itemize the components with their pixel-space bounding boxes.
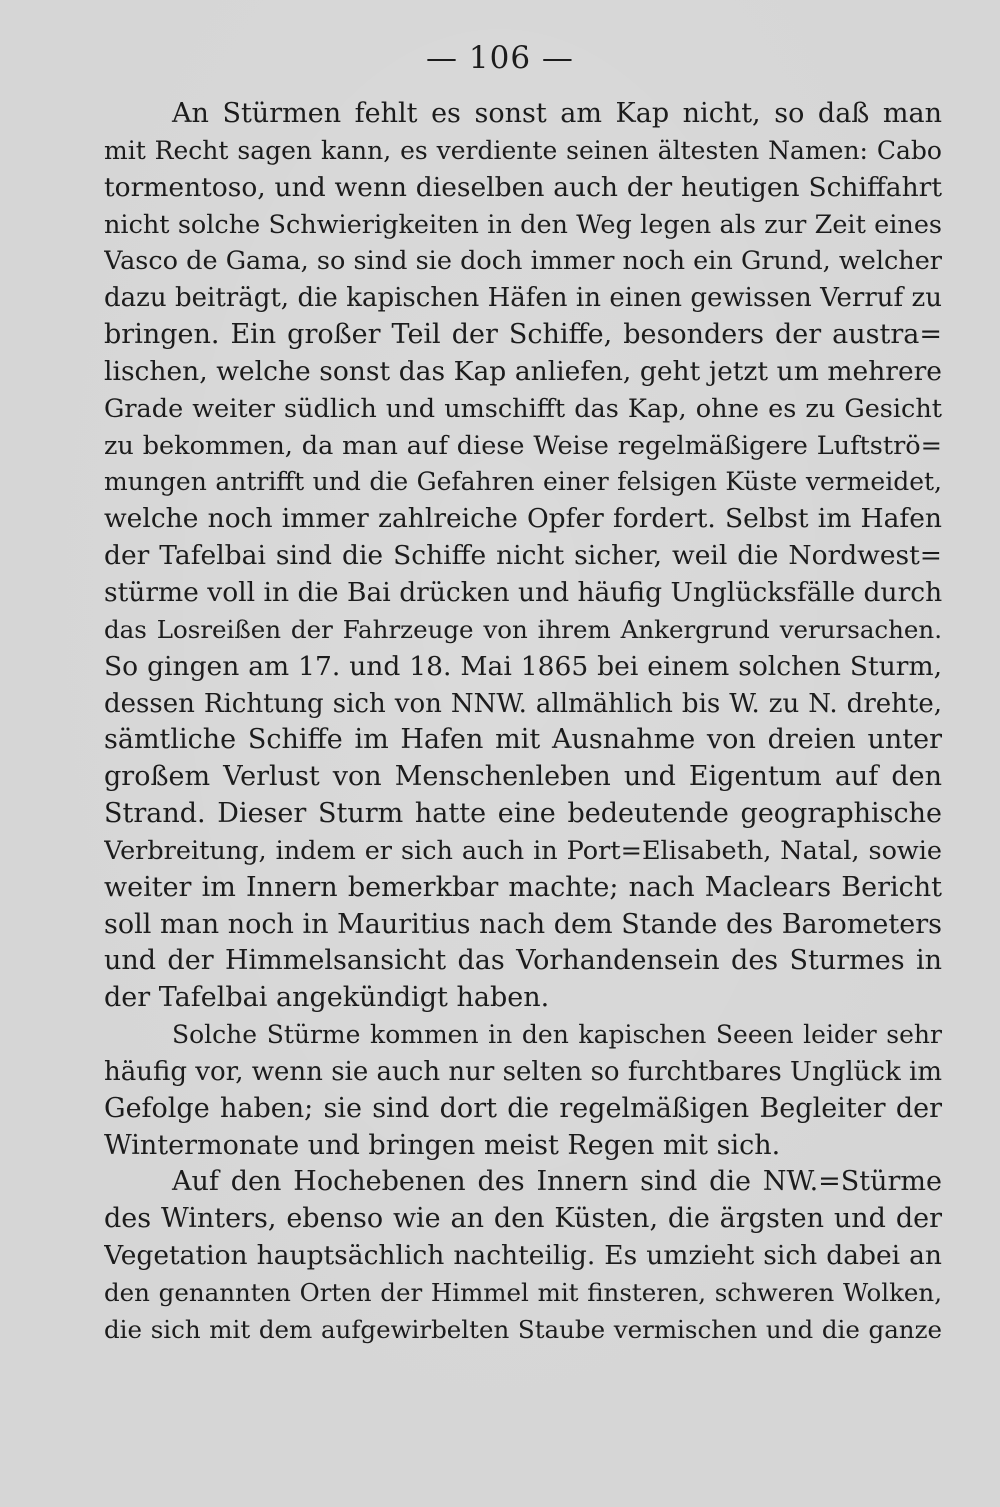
- body-text: [104, 96, 942, 1349]
- text-line: welche noch immer zahlreiche Opfer fordert. Selbst im Hafen: [104, 503, 942, 535]
- text-line: Vasco de Gama, so sind sie doch immer noch ein Grund, welcher: [104, 246, 942, 277]
- text-line: der Tafelbai sind die Schiffe nicht sicher, weil die Nordwest=: [104, 540, 942, 572]
- text-line: der Tafelbai angekündigt haben.: [104, 982, 550, 1014]
- text-line: An Stürmen fehlt es sonst am Kap nicht, so daß man: [172, 98, 942, 129]
- text-line: Verbreitung, indem er sich auch in Port=Elisabeth, Natal, sowie: [104, 835, 942, 866]
- text-line: die sich mit dem aufgewirbelten Staube vermischen und die ganze: [104, 1314, 942, 1344]
- text-line: So gingen am 17. und 18. Mai 1865 bei einem solchen Sturm,: [104, 650, 942, 682]
- text-line: großem Verlust von Menschenleben und Eigentum auf den: [104, 761, 942, 793]
- text-line: Strand. Dieser Sturm hatte eine bedeutende geographische: [104, 798, 942, 830]
- text-line: tormentoso, und wenn dieselben auch der heutigen Schiffahrt: [104, 171, 942, 203]
- text-line: das Losreißen der Fahrzeuge von ihrem Ankergrund verursachen.: [104, 614, 942, 644]
- text-line: mungen antrifft und die Gefahren einer felsigen Küste vermeidet,: [104, 467, 942, 497]
- text-line: Auf den Hochebenen des Innern sind die NW.=Stürme: [172, 1166, 942, 1198]
- text-line: bringen. Ein großer Teil der Schiffe, besonders der austra=: [104, 319, 942, 351]
- text-line: mit Recht sagen kann, es verdiente seinen ältesten Namen: Cabo: [104, 135, 942, 165]
- text-line: dazu beiträgt, die kapischen Häfen in einen gewissen Verruf zu: [104, 283, 942, 314]
- text-line: häufig vor, wenn sie auch nur selten so furchtbares Unglück im: [104, 1056, 942, 1087]
- text-line: dessen Richtung sich von NNW. allmählich bis W. zu N. drehte,: [104, 688, 942, 719]
- text-line: Wintermonate und bringen meist Regen mit sich.: [104, 1129, 781, 1161]
- text-line: und der Himmelsansicht das Vorhandensein des Sturmes in: [104, 945, 942, 977]
- text-line: sämtliche Schiffe im Hafen mit Ausnahme von dreien unter: [104, 724, 942, 756]
- text-line: Solche Stürme kommen in den kapischen Seeen leider sehr: [172, 1020, 942, 1050]
- text-line: Gefolge haben; sie sind dort die regelmäßigen Begleiter der: [104, 1092, 942, 1124]
- text-line: des Winters, ebenso wie an den Küsten, die ärgsten und der: [104, 1203, 942, 1235]
- page-number: — 106 —: [426, 40, 574, 76]
- text-line: soll man noch in Mauritius nach dem Stande des Barometers: [104, 908, 942, 940]
- text-line: den genannten Orten der Himmel mit finsteren, schweren Wolken,: [104, 1278, 942, 1307]
- text-line: lischen, welche sonst das Kap anliefen, geht jetzt um mehrere: [104, 355, 942, 387]
- text-line: weiter im Innern bemerkbar machte; nach Maclears Bericht: [104, 871, 942, 903]
- text-line: Grade weiter südlich und umschifft das Kap, ohne es zu Gesicht: [104, 393, 942, 424]
- text-line: zu bekommen, da man auf diese Weise regelmäßigere Luftströ=: [104, 430, 942, 461]
- text-line: Vegetation hauptsächlich nachteilig. Es umzieht sich dabei an: [104, 1240, 942, 1272]
- text-line: stürme voll in die Bai drücken und häufig Unglücksfälle durch: [104, 576, 942, 608]
- text-line: nicht solche Schwierigkeiten in den Weg legen als zur Zeit eines: [104, 209, 942, 240]
